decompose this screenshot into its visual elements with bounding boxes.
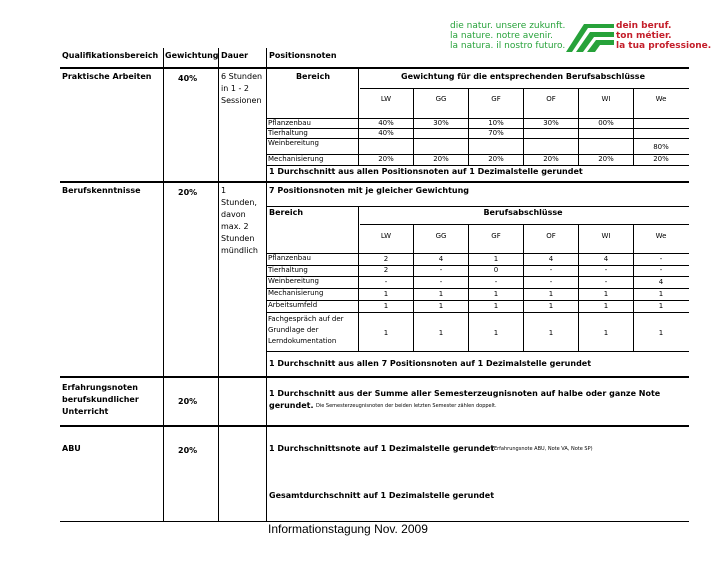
praktisch-sub-bereich: Bereich <box>295 72 331 81</box>
table-cell: 1 <box>548 329 554 337</box>
table-cell: - <box>439 278 443 286</box>
table-cell: - <box>384 278 388 286</box>
table-row: Arbeitsumfeld <box>268 301 318 309</box>
table-cell: 1 <box>548 302 554 310</box>
beruf-title: 7 Positionsnoten mit je gleicher Gewichtung <box>269 186 470 195</box>
praktisch-dauer-3: Sessionen <box>221 96 262 105</box>
table-cell: 4 <box>548 255 554 263</box>
praktisch-pct: 40% <box>178 74 198 83</box>
beruf-row-rule-5 <box>267 312 689 313</box>
table-cell: 1 <box>438 290 444 298</box>
table-cell: 1 <box>658 290 664 298</box>
table-cell: - <box>659 255 663 263</box>
beruf-col-wi: WI <box>601 232 611 240</box>
table-row: Pflanzenbau <box>268 119 311 127</box>
praktisch-col-gg: GG <box>435 95 447 103</box>
erfahrung-label-1: Erfahrungsnoten <box>62 383 138 392</box>
abu-note-small: (Erfahrungsnote ABU, Note VA, Note SP) <box>492 446 593 452</box>
logo <box>450 20 712 52</box>
col-divider-3 <box>266 48 267 522</box>
table-cell: 1 <box>383 329 389 337</box>
table-cell: 0 <box>493 266 499 274</box>
table-cell: 1 <box>603 302 609 310</box>
table-cell: 20% <box>433 155 449 163</box>
header-rule <box>60 67 689 69</box>
table-cell: 20% <box>488 155 504 163</box>
section-rule-1 <box>60 181 689 183</box>
beruf-subhead-rule <box>360 224 689 225</box>
table-cell: 1 <box>603 329 609 337</box>
table-cell: 20% <box>598 155 614 163</box>
abu-pct: 20% <box>178 446 198 455</box>
table-cell: - <box>549 278 553 286</box>
table-cell: 4 <box>658 278 664 286</box>
table-cell: 1 <box>383 302 389 310</box>
table-cell: 20% <box>653 155 669 163</box>
abu-label: ABU <box>62 444 81 453</box>
table-cell: 40% <box>378 129 394 137</box>
logo-emblem-icon <box>566 20 614 52</box>
beruf-row-rule-4 <box>267 300 689 301</box>
logo-slogan-fr: la nature. notre avenir. <box>450 31 554 41</box>
table-cell: 1 <box>493 329 499 337</box>
beruf-col-of: OF <box>546 232 556 240</box>
table-row: Mechanisierung <box>268 289 324 297</box>
beruf-row-rule-2 <box>267 276 689 277</box>
gesamt-note: Gesamtdurchschnitt auf 1 Dezimalstelle gerundet <box>269 491 495 500</box>
erfahrung-note-small: Die Semesterzeugnisnoten der beiden letzten Semester zählen doppelt. <box>316 403 497 409</box>
abu-note-main: 1 Durchschnittsnote auf 1 Dezimalstelle gerundet <box>269 444 495 453</box>
beruf-dauer-2: Stunden, <box>221 198 257 207</box>
table-cell: - <box>494 278 498 286</box>
table-cell: 00% <box>598 119 614 127</box>
beruf-dauer-1: 1 <box>221 186 227 195</box>
praktisch-inner-divider <box>358 68 359 165</box>
header-gewichtung: Gewichtung <box>165 51 219 60</box>
table-cell: 10% <box>488 119 504 127</box>
col-divider-1 <box>163 48 164 522</box>
beruf-title-rule <box>267 206 689 207</box>
erfahrung-label-3: Unterricht <box>62 407 109 416</box>
praktisch-row-rule-4 <box>267 165 689 166</box>
table-row: Pflanzenbau <box>268 254 311 262</box>
section-rule-3 <box>60 425 689 427</box>
table-row: Fachgespräch auf der Grundlage der Lerndokumentation <box>268 315 344 345</box>
table-cell: 30% <box>433 119 449 127</box>
table-cell: - <box>659 266 663 274</box>
table-cell: 1 <box>658 329 664 337</box>
beruf-col-gf: GF <box>491 232 501 240</box>
logo-slogan-de: die natur. unsere zukunft. <box>450 21 566 31</box>
table-cell: 20% <box>378 155 394 163</box>
col-divider-2 <box>218 48 219 522</box>
praktisch-row-rule-0 <box>267 118 689 119</box>
header-positionsnoten: Positionsnoten <box>269 51 337 60</box>
logo-brand-it: la tua professione. <box>616 41 712 51</box>
praktisch-col-of: OF <box>546 95 556 103</box>
table-cell: 20% <box>543 155 559 163</box>
table-cell: 1 <box>493 255 499 263</box>
table-cell: - <box>604 278 608 286</box>
table-cell: 1 <box>438 329 444 337</box>
praktisch-subhead-rule <box>360 88 689 89</box>
praktisch-col-wi: WI <box>601 95 611 103</box>
erfahrung-note-main: 1 Durchschnitt aus der Summe aller Semesterzeugnisnoten auf halbe oder ganze Note <box>269 389 661 398</box>
praktisch-note: 1 Durchschnitt aus allen Positionsnoten auf 1 Dezimalstelle gerundet <box>269 167 583 176</box>
praktisch-row-rule-3 <box>267 154 689 155</box>
logo-brand-de: dein beruf. <box>616 21 672 31</box>
beruf-col-lw: LW <box>380 232 392 240</box>
beruf-sub-bereich: Bereich <box>269 208 304 217</box>
praktisch-col-lw: LW <box>380 95 392 103</box>
table-cell: 70% <box>488 129 504 137</box>
beruf-pct: 20% <box>178 188 198 197</box>
table-cell: 1 <box>548 290 554 298</box>
header-bereich: Qualifikationsbereich <box>62 51 159 60</box>
beruf-row-rule-3 <box>267 288 689 289</box>
table-cell: - <box>604 266 608 274</box>
beruf-row-rule-6 <box>267 351 689 352</box>
table-cell: - <box>549 266 553 274</box>
table-cell: 4 <box>603 255 609 263</box>
beruf-sub-title: Berufsabschlüsse <box>483 208 563 217</box>
table-cell: 80% <box>653 143 669 151</box>
footer-text: Informationstagung Nov. 2009 <box>268 522 428 536</box>
table-row: Tierhaltung <box>268 129 308 137</box>
table-cell: 1 <box>383 290 389 298</box>
table-cell: 1 <box>493 290 499 298</box>
praktisch-dauer-1: 6 Stunden <box>221 72 263 81</box>
table-cell: 40% <box>378 119 394 127</box>
praktisch-dauer-2: in 1 - 2 <box>221 84 249 93</box>
table-cell: 2 <box>383 255 389 263</box>
logo-brand-fr: ton métier. <box>616 31 672 41</box>
praktisch-row-rule-1 <box>267 128 689 129</box>
praktisch-label: Praktische Arbeiten <box>62 72 152 81</box>
table-row: Mechanisierung <box>268 155 324 163</box>
erfahrung-pct: 20% <box>178 397 198 406</box>
praktisch-col-gf: GF <box>491 95 501 103</box>
table-cell: 4 <box>438 255 444 263</box>
table-cell: 1 <box>658 302 664 310</box>
beruf-col-we: We <box>655 232 667 240</box>
beruf-row-rule-0 <box>267 253 689 254</box>
beruf-row-rule-1 <box>267 265 689 266</box>
beruf-note: 1 Durchschnitt aus allen 7 Positionsnoten auf 1 Dezimalstelle gerundet <box>269 359 592 368</box>
erfahrung-note-tail: gerundet. <box>269 401 314 410</box>
praktisch-sub-title: Gewichtung für die entsprechenden Berufsabschlüsse <box>401 72 645 81</box>
beruf-dauer-5: Stunden <box>221 234 255 243</box>
table-cell: 2 <box>383 266 389 274</box>
section-rule-2 <box>60 376 689 378</box>
beruf-dauer-4: max. 2 <box>221 222 249 231</box>
table-cell: 30% <box>543 119 559 127</box>
table-row: Weinbereitung <box>268 277 319 285</box>
header-dauer: Dauer <box>221 51 249 60</box>
table-row: Weinbereitung <box>268 139 319 147</box>
beruf-dauer-6: mündlich <box>221 246 258 255</box>
logo-slogan-it: la natura. il nostro futuro. <box>450 41 566 51</box>
praktisch-col-we: We <box>655 95 667 103</box>
table-cell: - <box>439 266 443 274</box>
table-cell: 1 <box>603 290 609 298</box>
beruf-inner-divider <box>358 206 359 351</box>
table-row: Tierhaltung <box>268 266 308 274</box>
beruf-dauer-3: davon <box>221 210 246 219</box>
table-cell: 1 <box>438 302 444 310</box>
praktisch-row-rule-2 <box>267 138 689 139</box>
erfahrung-label-2: berufskundlicher <box>62 395 139 404</box>
beruf-label: Berufskenntnisse <box>62 186 141 195</box>
table-cell: 1 <box>493 302 499 310</box>
beruf-col-gg: GG <box>435 232 447 240</box>
